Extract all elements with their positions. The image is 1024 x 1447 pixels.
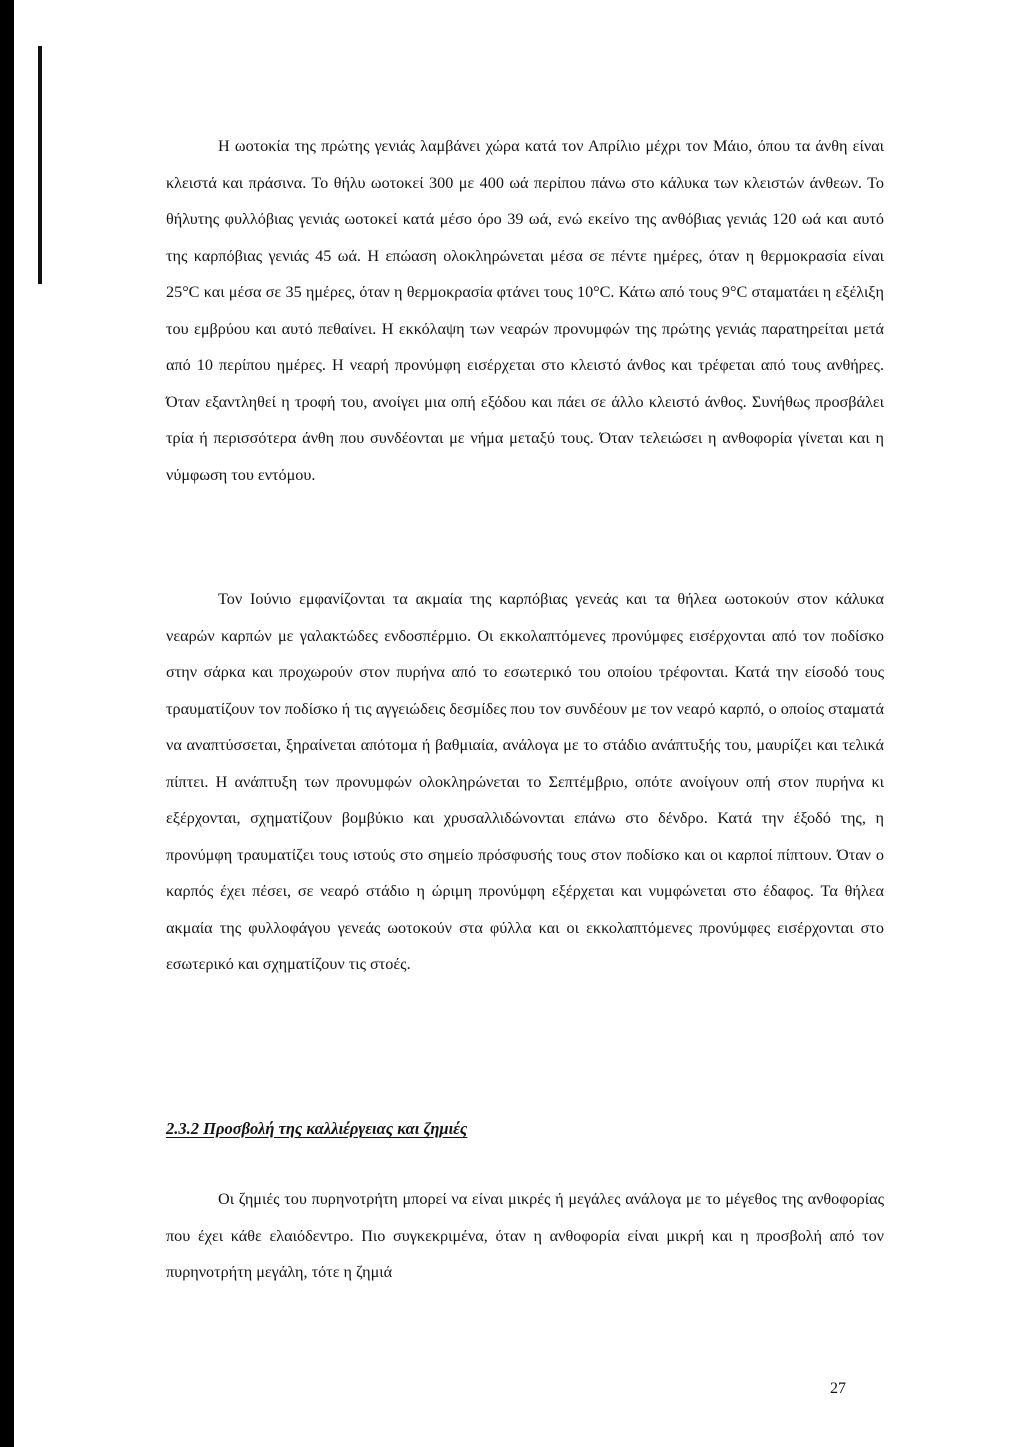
document-page — [14, 0, 1024, 1447]
section-heading: 2.3.2 Προσβολή της καλλιέργειας και ζημιές — [166, 1119, 468, 1138]
scan-edge-mark — [38, 46, 42, 284]
paragraph-damages: Οι ζημιές του πυρηνοτρήτη μπορεί να είναι μικρές ή μεγάλες ανάλογα με το μέγεθος της ανθοφορίας που έχει κάθε ελαιόδεντρο. Πιο συγκεκριμένα, όταν η ανθοφορία είναι μικρή και η προσβολή από τον πυρηνοτρήτη μεγάλη, τότε η ζημιά — [166, 1190, 884, 1281]
paragraph-carpophagous-generation: Τον Ιούνιο εμφανίζονται τα ακμαία της καρπόβιας γενεάς και τα θήλεα ωοτοκούν στον κάλυκα νεαρών καρπών με γαλακτώδες ενδοσπέρμιο. Οι εκκολαπτόμενες προνύμφες εισέρχονται από τον ποδίσκο στην σάρκα και προχωρούν στον πυρήνα από το εσωτερικό του οποίου τρέφονται. Κατά την είσοδό τους τραυματίζουν τον ποδίσκο ή τις αγγειώδεις δεσμίδες που τον συνδέουν με τον νεαρό καρπό, ο οποίος σταματά να αναπτύσσεται, ξηραίνεται απότομα ή βαθμιαία, ανάλογα με το στάδιο ανάπτυξής του, μαυρίζει και τελικά πίπτει. Η ανάπτυξη των προνυμφών ολοκληρώνεται το Σεπτέμβριο, οπότε ανοίγουν οπή στον πυρήνα κι εξέρχονται, σχηματίζουν βομβύκιο και χρυσαλλιδώνονται επάνω στο δένδρο. Κατά την έξοδό της, η προνύμφη τραυματίζει τους ιστούς στο σημείο πρόσφυσής τους στον ποδίσκο και οι καρποί πίπτουν. Όταν ο καρπός έχει πέσει, σε νεαρό στάδιο η ώριμη προνύμφη εξέρχεται και νυμφώνεται στο έδαφος. Τα θήλεα ακμαία της φυλλοφάγου γενεάς ωοτοκούν στα φύλλα και οι εκκολαπτόμενες προνύμφες εισέρχονται στο εσωτερικό και σχηματίζουν τις στοές. — [166, 590, 884, 973]
page-number: 27 — [830, 1380, 846, 1397]
paragraph-oviposition-first-generation: Η ωοτοκία της πρώτης γενιάς λαμβάνει χώρα κατά τον Απρίλιο μέχρι τον Μάιο, όπου τα άνθη είναι κλειστά και πράσινα. Το θήλυ ωοτοκεί 300 με 400 ωά περίπου πάνω στο κάλυκα των κλειστών άνθεων. Το θήλυτης φυλλόβιας γενιάς ωοτοκεί κατά μέσο όρο 39 ωά, ενώ εκείνο της ανθόβιας γενιάς 120 ωά και αυτό της καρπόβιας γενιάς 45 ωά. Η επώαση ολοκληρώνεται μέσα σε πέντε ημέρες, όταν η θερμοκρασία είναι 25°C και μέσα σε 35 ημέρες, όταν η θερμοκρασία φτάνει τους 10°C. Κάτω από τους 9°C σταματάει η εξέλιξη του εμβρύου και αυτό πεθαίνει. Η εκκόλαψη των νεαρών προνυμφών της πρώτης γενιάς παρατηρείται μετά από 10 περίπου ημέρες. Η νεαρή προνύμφη εισέρχεται στο κλειστό άνθος και τρέφεται από τους ανθήρες. Όταν εξαντληθεί η τροφή του, ανοίγει μια οπή εξόδου και πάει σε άλλο κλειστό άνθος. Συνήθως προσβάλει τρία ή περισσότερα άνθη που συνδέονται με νήμα μεταξύ τους. Όταν τελειώσει η ανθοφορία γίνεται και η νύμφωση του εντόμου. — [166, 137, 884, 484]
